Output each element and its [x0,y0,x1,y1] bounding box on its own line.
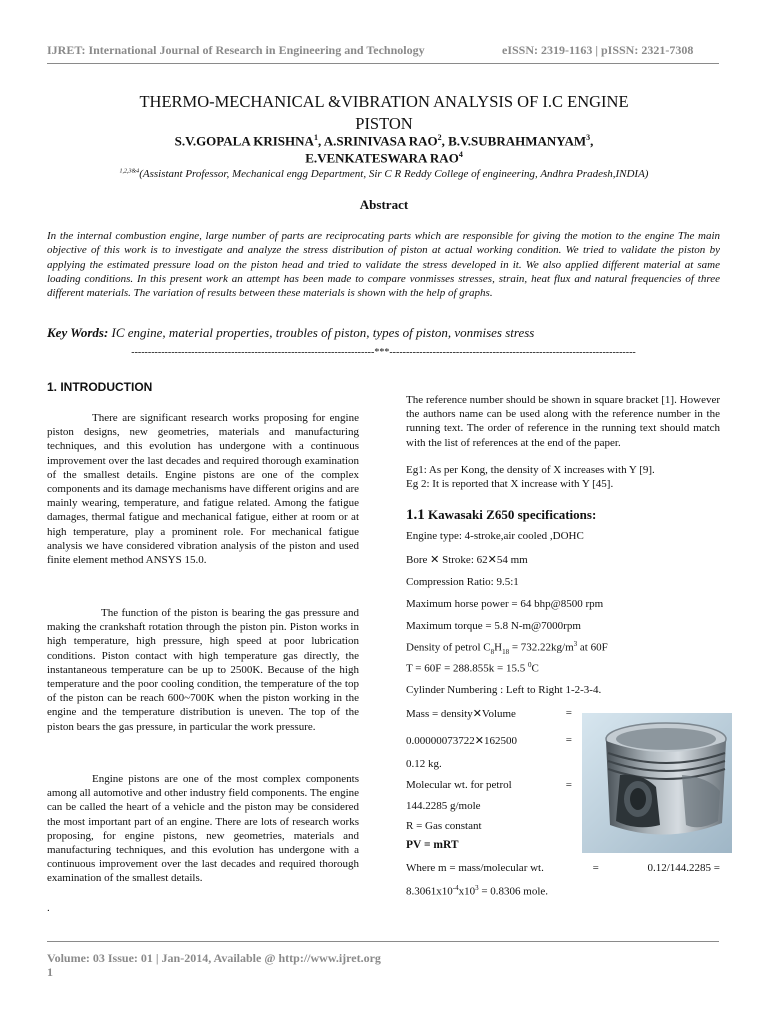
molecular-weight-eq: = [565,779,572,791]
keywords-text: IC engine, material properties, troubles of piston, types of piston, vonmises stress [108,325,535,340]
author-2-sup: 2 [437,133,442,142]
journal-header: IJRET: International Journal of Research in Engineering and Technology [47,43,425,57]
gas-constant: R = Gas constant [406,820,482,832]
trailing-dot: . [47,902,50,914]
spec-density [406,640,608,656]
density-value: = 732.22kg/m [509,641,574,654]
molecular-weight-row [406,779,572,791]
spec-compression: Compression Ratio: 9.5:1 [406,576,519,588]
spec-temperature [406,661,539,675]
intro-paragraph-2: The function of the piston is bearing the gas pressure and making the crankshaft rotation through the piston pin. Piston works in high temperature, high pressure, high speed at poor lubrication conditions. Piston contact with high temperature gas directly, the instantaneous temperature can be up to 2500K. Because of the high temperature and the poor cooling condition, the temperature of the top of the piston can be reach 600~700K when the piston working in the engine and the temperature distribution is uneven. The top of the piston bears the gas pressure, in particular the work pressure. [47,607,359,733]
header-rule [47,63,719,64]
example-1: Eg1: As per Kong, the density of X increases with Y [9]. [406,464,655,476]
moles-value: = 0.8306 mole. [478,885,549,898]
spec-max-torque: Maximum torque = 5.8 N-m@7000rpm [406,620,581,632]
example-2: Eg 2: It is reported that X increase with Y [45]. [406,478,614,490]
paper-title-line2: PISTON [355,114,413,133]
author-1: S.V.GOPALA KRISHNA [174,133,314,149]
where-right: 0.12/144.2285 = [647,862,720,874]
density-sup: 3 [573,640,578,648]
mass-formula-row [406,707,572,720]
density-c-sub: 8 [490,647,495,656]
moles-mid: x10 [458,885,476,898]
mass-formula: Mass = density✕Volume [406,708,516,720]
section-heading-introduction: 1. INTRODUCTION [47,380,153,394]
section-divider: -------------------------------------------------------------------------***-------------------------------------------------------------------------- [131,347,636,358]
affiliation-sup: 1,2,3&4 [119,168,140,175]
paper-title-line1: THERMO-MECHANICAL &VIBRATION ANALYSIS OF I.C ENGINE [139,92,629,111]
mass-eq: = [565,707,572,719]
spec-max-hp: Maximum horse power = 64 bhp@8500 rpm [406,598,604,610]
author-3-sup: 3 [586,133,591,142]
where-left: Where m = mass/molecular wt. [406,862,544,874]
author-3: B.V.SUBRAHMANYAM [448,133,587,149]
author-4: E.VENKATESWARA RAO [305,150,459,166]
density-h-sub: 18 [502,647,510,656]
affiliation [47,168,721,180]
moles-result [406,884,548,898]
authors-line1: S.V.GOPALA KRISHNA$^1$, A.SRINIVASA RAO$^2$, B.V.SUBRAHMANYAM$^3$, [174,133,594,149]
molecular-weight-value: 144.2285 g/mole [406,800,481,812]
temp-value: T = 60F = 288.855k = 15.5 [406,662,528,675]
spec-heading [406,507,596,524]
abstract-body: In the internal combustion engine, large number of parts are reciprocating parts which are responsible for giving the motion to the engine The main objective of this work is to investigate and analyze the stress distribution of piston at actual working condition. We tried to validate the piston by applying the estimated pressure load on the piston head and tried to validate the stress developed in it. We also applied different material at same loading conditions. In this present work an attempt has been made to compare vonmisses stresses, strain, heat flux and natural frequencies of three different materials. The variation of results between these materials is shown with the help of graphs. [47,230,720,300]
page-number: 1 [47,965,53,979]
spec-cylinder-numbering: Cylinder Numbering : Left to Right 1-2-3-4. [406,684,602,696]
authors-line2 [47,150,721,166]
issn-header: eISSN: 2319-1163 | pISSN: 2321-7308 [502,43,694,57]
footer-volume-info: Volume: 03 Issue: 01 | Jan-2014, Available @ http://www.ijret.org [47,951,381,965]
moles-exp-1: -4 [452,884,459,892]
molecular-weight-label: Molecular wt. for petrol [406,779,512,791]
intro-paragraph-1: There are significant research works proposing for engine piston designs, new geometries, materials and manufacturing techniques, and this evolution has undergone with a continuous improvement over the last decades and required thorough examination of the smallest details. Engine pistons are one of the complex components and its damage mechanisms have different origins and are mainly wearing, temperature, and fatigue related. Among the fatigue damages, thermal fatigue and mechanical fatigue, either at room or at high temperature, play a prominent role. For mechanical fatigue analysis we have considered vibration analysis of the piston and used finite element method ANSYS 15.0. [47,412,359,567]
author-2: A.SRINIVASA RAO [323,133,438,149]
spec-engine-type: Engine type: 4-stroke,air cooled ,DOHC [406,530,584,542]
mass-values-row [406,734,572,747]
where-eq: = [592,862,599,874]
footer-rule [47,941,719,942]
abstract-heading: Abstract [359,197,409,212]
keywords-label: Key Words: [47,325,109,340]
spec-bore-stroke: Bore ✕ Stroke: 62✕54 mm [406,554,528,566]
spec-title: Kawasaki Z650 specifications: [424,507,597,522]
affiliation-text: (Assistant Professor, Mechanical engg Department, Sir C R Reddy College of engineering, Andhra Pradesh,INDIA) [139,168,649,180]
moles-exp-2: 3 [475,884,479,892]
mass-result: 0.12 kg. [406,758,442,770]
author-1-sup: 1 [313,133,318,142]
moles-prefix: 8.3061x10 [406,885,453,898]
reference-paragraph: The reference number should be shown in square bracket [1]. However the authors name can be used along with the reference number in the running text. The order of reference in the running text should match with the list of references at the end of the paper. [406,394,720,449]
ideal-gas-equation: PV = mRT [406,839,459,851]
density-h: H [494,641,503,654]
piston-image [582,713,732,853]
spec-number: 1.1 [406,507,425,523]
where-row [406,862,720,874]
author-4-sup: 4 [458,150,463,159]
density-prefix: Density of petrol C [406,641,491,654]
density-end: at 60F [577,641,608,654]
mass-values: 0.00000073722✕162500 [406,735,517,747]
keywords [47,325,534,341]
intro-paragraph-3: Engine pistons are one of the most complex components among all automotive and other industry field components. The engine can be called the heart of a vehicle and the piston may be considered the most important part of an engine. There are lots of research works proposing, for engine pistons, new geometries, materials and manufacturing techniques, and this evolution has undergone with a continuous improvement over the last decades and required thorough examination of the smallest details. [47,773,360,885]
mass-values-eq: = [565,734,572,746]
footer [47,951,381,979]
temp-degree-sup: 0 [528,661,532,669]
temp-unit: C [531,662,539,675]
